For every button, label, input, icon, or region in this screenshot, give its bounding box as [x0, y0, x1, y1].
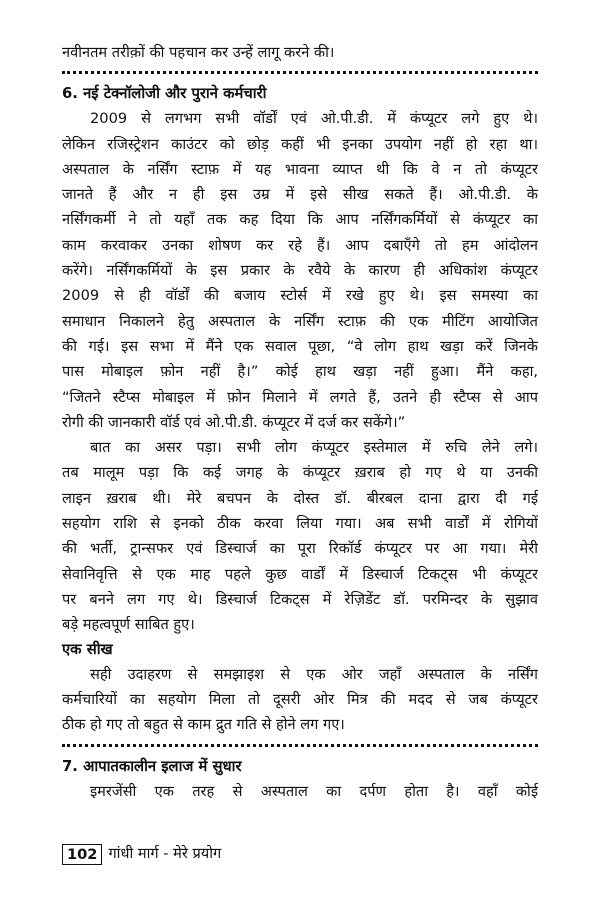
paragraph-line: सही उदाहरण से समझाइश से एक ओर जहाँ अस्पताल के नर्सिंग — [90, 665, 538, 683]
paragraph-line: 2009 से लगभग सभी वॉर्डों एवं ओ.पी.डी. में कंप्यूटर लगे हुए थे। — [90, 110, 538, 128]
paragraph-line: सेवानिवृत्ति से एक माह पहले कुछ वार्डों में डिस्चार्ज टिकट्स भी कंप्यूटर — [62, 565, 538, 583]
page-body — [62, 40, 538, 805]
paragraph-line: लाइन ख़राब थी। मेरे बचपन के दोस्त डॉ. बीरबल दाना द्वारा दी गई — [62, 489, 538, 507]
paragraph-line: की गई। इस सभा में मैंने एक सवाल पूछा, “वे लोग हाथ खड़ा करें जिनके — [62, 337, 538, 355]
paragraph-line: 2009 से ही वॉर्डों की बजाय स्टोर्स में रखे हुए थे। इस समस्या का — [62, 287, 538, 305]
paragraph-line: जानते हैं और न ही इस उम्र में इसे सीख सकते हैं। ओ.पी.डी. के — [62, 186, 538, 204]
subheading-ek-seekh: एक सीख — [62, 640, 113, 658]
page-footer — [62, 843, 221, 865]
paragraph-line: अस्पताल के नर्सिंग स्टाफ़ में यह भावना व्याप्त थी कि वे न तो कंप्यूटर — [62, 160, 538, 178]
paragraph-line: कर्मचारियों का सहयोग मिला तो दूसरी ओर मित्र की मदद से जब कंप्यूटर — [62, 690, 538, 708]
page-number: 102 — [62, 844, 102, 865]
section-heading-6: 6. नई टेक्नॉलोजी और पुराने कर्मचारी — [62, 85, 267, 103]
paragraph-line: नवीनतम तरीक़ों की पहचान कर उन्हें लागू करने की। — [62, 44, 335, 61]
paragraph-line: नर्सिंगकर्मी ने तो यहाँ तक कह दिया कि आप नर्सिंगकर्मियों से कंप्यूटर का — [62, 211, 538, 229]
paragraph-line: की भर्ती, ट्रान्सफर एवं डिस्चार्ज का पूरा रिकॉर्ड कंप्यूटर पर आ गया। मेरी — [62, 540, 538, 558]
paragraph-line: पर बनने लग गए थे। डिस्चार्ज टिकट्स में रेज़िडेंट डॉ. परमिन्दर के सुझाव — [62, 590, 538, 608]
section-heading-7: 7. आपातकालीन इलाज में सुधार — [62, 758, 242, 776]
paragraph-line: इमरजेंसी एक तरह से अस्पताल का दर्पण होता है। वहाँ कोई — [90, 783, 538, 801]
paragraph-line: सहयोग राशि से इनको ठीक करवा लिया गया। अब सभी वार्डों में रोगियों — [62, 515, 538, 533]
paragraph-line: काम करवाकर उनका शोषण कर रहे हैं। आप दबाएँगे तो हम आंदोलन — [62, 236, 538, 254]
dotted-separator — [62, 71, 538, 74]
paragraph-line: लेकिन रजिस्ट्रेशन काउंटर को छोड़ कहीं भी इनका उपयोग नहीं हो रहा था। — [62, 135, 538, 153]
paragraph-line: करेंगे। नर्सिंगकर्मियों के इस प्रकार के रवैये के कारण ही अधिकांश कंप्यूटर — [62, 262, 538, 280]
dotted-separator — [62, 744, 538, 747]
paragraph-line: समाधान निकालने हेतु अस्पताल के नर्सिंग स्टाफ़ की एक मीटिंग आयोजित — [62, 312, 538, 330]
book-title: गांधी मार्ग - मेरे प्रयोग — [108, 845, 222, 862]
paragraph-line: रोगी की जानकारी वॉर्ड एवं ओ.पी.डी. कंप्यूटर में दर्ज कर सकेंगे।” — [62, 413, 406, 431]
paragraph-line: बड़े महत्वपूर्ण साबित हुए। — [62, 616, 195, 634]
paragraph-line: पास मोबाइल फ़ोन नहीं है।” कोई हाथ खड़ा नहीं हुआ। मैंने कहा, — [62, 363, 538, 381]
paragraph-line: तब मालूम पड़ा कि कई जगह के कंप्यूटर ख़राब हो गए थे या उनकी — [62, 464, 538, 482]
paragraph-line: ठीक हो गए तो बहुत से काम द्रुत गति से होने लग गए। — [62, 716, 345, 734]
paragraph-line: बात का असर पड़ा। सभी लोग कंप्यूटर इस्तेमाल में रुचि लेने लगे। — [90, 439, 538, 457]
paragraph-line: “जितने स्टैप्स मोबाइल में फ़ोन मिलाने में लगते हैं, उतने ही स्टैप्स से आप — [62, 388, 538, 406]
